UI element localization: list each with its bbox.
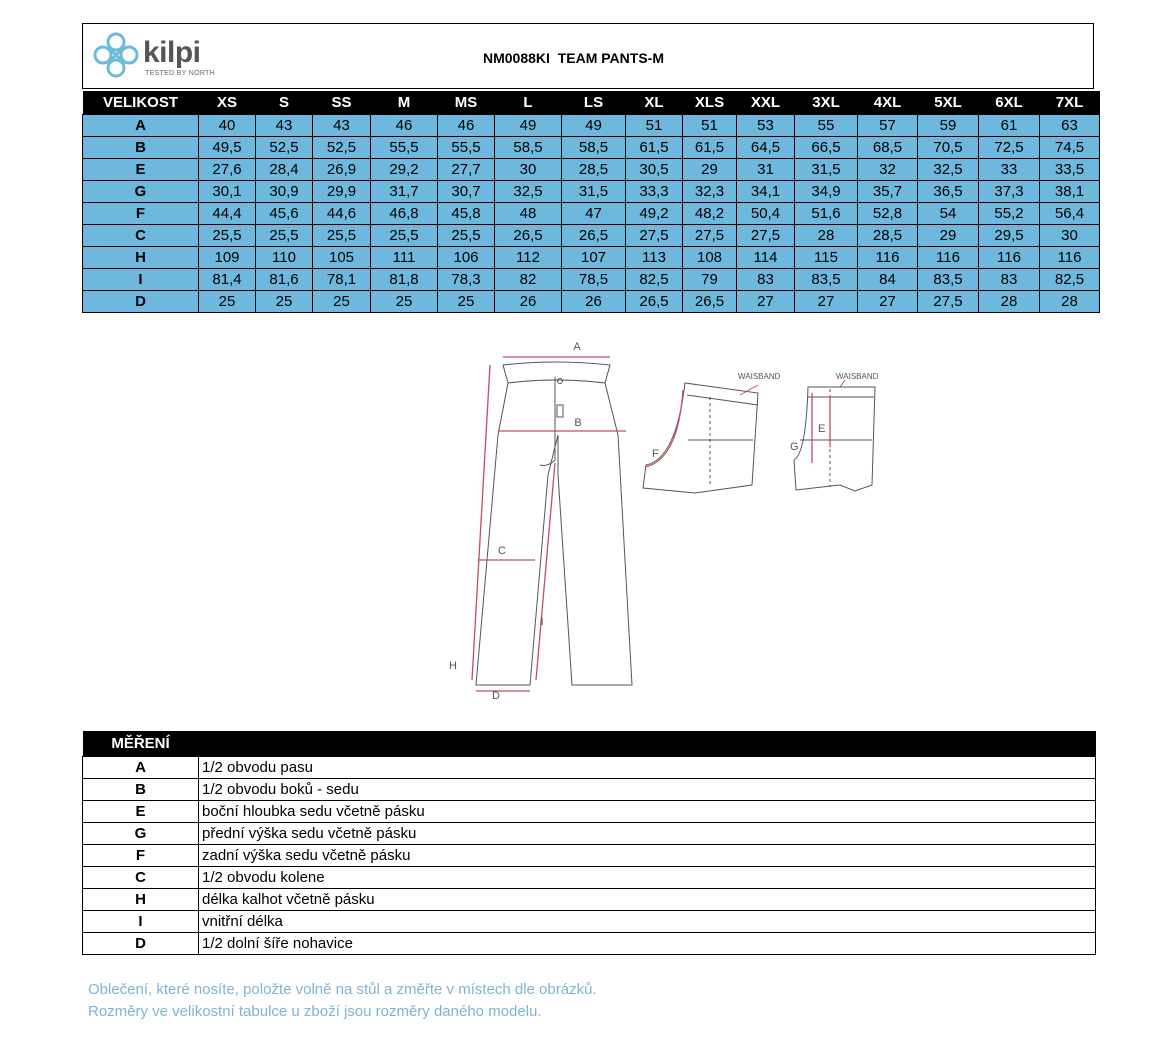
size-cell: 52,5 xyxy=(313,137,371,159)
size-row-label: C xyxy=(83,225,199,247)
size-cell: 48 xyxy=(495,203,562,225)
size-cell: 49 xyxy=(495,115,562,137)
size-cell: 32,5 xyxy=(918,159,979,181)
size-cell: 52,5 xyxy=(256,137,313,159)
size-cell: 32,3 xyxy=(683,181,737,203)
measurement-row xyxy=(83,867,1096,889)
size-col-header: XS xyxy=(199,91,256,115)
size-cell: 82,5 xyxy=(1040,269,1100,291)
size-cell: 68,5 xyxy=(858,137,918,159)
measurement-code: D xyxy=(83,933,199,955)
size-cell: 113 xyxy=(626,247,683,269)
note-line: Oblečení, které nosíte, položte volně na stůl a změřte v místech dle obrázků. xyxy=(88,981,597,998)
size-cell: 78,1 xyxy=(313,269,371,291)
size-col-header: LS xyxy=(562,91,626,115)
measurement-desc: zadní výška sedu včetně pásku xyxy=(199,845,1096,867)
size-cell: 33 xyxy=(979,159,1040,181)
size-cell: 72,5 xyxy=(979,137,1040,159)
measurement-code: E xyxy=(83,801,199,823)
size-cell: 116 xyxy=(1040,247,1100,269)
size-cell: 27,5 xyxy=(737,225,795,247)
pants-outline xyxy=(476,362,632,685)
size-cell: 27,6 xyxy=(199,159,256,181)
measurement-desc: délka kalhot včetně pásku xyxy=(199,889,1096,911)
diagram-label-d: D xyxy=(492,690,500,700)
size-cell: 59 xyxy=(918,115,979,137)
size-cell: 30,7 xyxy=(438,181,495,203)
size-cell: 66,5 xyxy=(795,137,858,159)
back-rise-detail xyxy=(643,372,781,493)
measurement-code: I xyxy=(83,911,199,933)
size-cell: 112 xyxy=(495,247,562,269)
size-cell: 31,7 xyxy=(371,181,438,203)
measurement-row xyxy=(83,845,1096,867)
size-cell: 26,5 xyxy=(562,225,626,247)
size-cell: 30 xyxy=(495,159,562,181)
size-cell: 38,1 xyxy=(1040,181,1100,203)
size-cell: 81,4 xyxy=(199,269,256,291)
size-cell: 50,4 xyxy=(737,203,795,225)
size-row xyxy=(83,225,1100,247)
size-row-label: I xyxy=(83,269,199,291)
size-row xyxy=(83,181,1100,203)
measurement-desc: 1/2 obvodu boků - sedu xyxy=(199,779,1096,801)
size-cell: 74,5 xyxy=(1040,137,1100,159)
size-cell: 52,8 xyxy=(858,203,918,225)
size-cell: 28 xyxy=(979,291,1040,313)
diagram-label-b: B xyxy=(574,417,582,429)
size-table-corner: VELIKOST xyxy=(83,91,199,115)
measurement-row xyxy=(83,757,1096,779)
size-row xyxy=(83,115,1100,137)
waistband-label-2: WAISBAND xyxy=(836,372,879,381)
size-cell: 110 xyxy=(256,247,313,269)
size-cell: 27 xyxy=(858,291,918,313)
measurement-row xyxy=(83,911,1096,933)
size-cell: 82 xyxy=(495,269,562,291)
size-cell: 26,9 xyxy=(313,159,371,181)
size-cell: 28,4 xyxy=(256,159,313,181)
size-table xyxy=(82,91,1100,313)
size-cell: 44,6 xyxy=(313,203,371,225)
size-header-row xyxy=(83,91,1100,115)
diagram-label-i: I xyxy=(540,616,544,628)
measurement-table xyxy=(82,731,1096,955)
size-row xyxy=(83,291,1100,313)
size-cell: 30 xyxy=(1040,225,1100,247)
measurement-header-row xyxy=(83,731,1096,757)
measurement-code: G xyxy=(83,823,199,845)
size-cell: 37,3 xyxy=(979,181,1040,203)
size-cell: 25,5 xyxy=(371,225,438,247)
size-col-header: M xyxy=(371,91,438,115)
size-cell: 83,5 xyxy=(795,269,858,291)
diagram-label-g: G xyxy=(790,441,799,453)
size-cell: 63 xyxy=(1040,115,1100,137)
size-cell: 84 xyxy=(858,269,918,291)
size-cell: 105 xyxy=(313,247,371,269)
pants-diagram xyxy=(440,335,890,700)
size-cell: 43 xyxy=(256,115,313,137)
size-cell: 51,6 xyxy=(795,203,858,225)
size-cell: 25,5 xyxy=(199,225,256,247)
size-cell: 46 xyxy=(438,115,495,137)
size-col-header: 6XL xyxy=(979,91,1040,115)
size-col-header: 4XL xyxy=(858,91,918,115)
size-cell: 25,5 xyxy=(438,225,495,247)
size-cell: 70,5 xyxy=(918,137,979,159)
size-cell: 26,5 xyxy=(683,291,737,313)
size-cell: 25 xyxy=(313,291,371,313)
size-row xyxy=(83,203,1100,225)
size-cell: 78,3 xyxy=(438,269,495,291)
size-cell: 108 xyxy=(683,247,737,269)
size-cell: 83 xyxy=(979,269,1040,291)
size-cell: 55,5 xyxy=(371,137,438,159)
size-cell: 28 xyxy=(795,225,858,247)
size-cell: 47 xyxy=(562,203,626,225)
size-cell: 35,7 xyxy=(858,181,918,203)
measurement-code: A xyxy=(83,757,199,779)
size-cell: 116 xyxy=(918,247,979,269)
size-cell: 78,5 xyxy=(562,269,626,291)
size-cell: 27,5 xyxy=(626,225,683,247)
size-cell: 36,5 xyxy=(918,181,979,203)
size-cell: 106 xyxy=(438,247,495,269)
size-cell: 33,3 xyxy=(626,181,683,203)
size-cell: 49,5 xyxy=(199,137,256,159)
size-cell: 27,5 xyxy=(683,225,737,247)
size-cell: 83,5 xyxy=(918,269,979,291)
note-line: Rozměry ve velikostní tabulce u zboží jsou rozměry daného modelu. xyxy=(88,1003,542,1020)
size-cell: 29,5 xyxy=(979,225,1040,247)
size-cell: 30,5 xyxy=(626,159,683,181)
size-row-label: B xyxy=(83,137,199,159)
size-cell: 45,8 xyxy=(438,203,495,225)
size-cell: 58,5 xyxy=(562,137,626,159)
size-cell: 49,2 xyxy=(626,203,683,225)
measurement-desc: boční hloubka sedu včetně pásku xyxy=(199,801,1096,823)
size-cell: 55 xyxy=(795,115,858,137)
measurement-header: MĚŘENÍ xyxy=(83,731,199,757)
size-cell: 27,7 xyxy=(438,159,495,181)
size-cell: 111 xyxy=(371,247,438,269)
measurement-row xyxy=(83,889,1096,911)
size-cell: 57 xyxy=(858,115,918,137)
size-cell: 25 xyxy=(438,291,495,313)
measurement-desc: přední výška sedu včetně pásku xyxy=(199,823,1096,845)
side-rise-detail xyxy=(790,372,879,491)
size-cell: 26 xyxy=(562,291,626,313)
size-cell: 27,5 xyxy=(918,291,979,313)
measurement-code: H xyxy=(83,889,199,911)
size-cell: 79 xyxy=(683,269,737,291)
size-cell: 34,9 xyxy=(795,181,858,203)
size-cell: 51 xyxy=(626,115,683,137)
waistband-label-1: WAISBAND xyxy=(738,372,781,381)
size-cell: 61 xyxy=(979,115,1040,137)
size-cell: 28 xyxy=(1040,291,1100,313)
size-col-header: S xyxy=(256,91,313,115)
size-cell: 83 xyxy=(737,269,795,291)
size-col-header: XLS xyxy=(683,91,737,115)
size-cell: 43 xyxy=(313,115,371,137)
brand-tagline: TESTED BY NORTH xyxy=(145,70,215,77)
size-cell: 28,5 xyxy=(562,159,626,181)
size-row-label: A xyxy=(83,115,199,137)
size-cell: 25 xyxy=(256,291,313,313)
size-row-label: E xyxy=(83,159,199,181)
size-col-header: XL xyxy=(626,91,683,115)
measurement-desc: 1/2 obvodu kolene xyxy=(199,867,1096,889)
size-row-label: H xyxy=(83,247,199,269)
header-box xyxy=(82,23,1094,89)
size-row-label: G xyxy=(83,181,199,203)
page-title: NM0088KI TEAM PANTS-M xyxy=(483,50,664,66)
size-cell: 27 xyxy=(795,291,858,313)
size-cell: 25 xyxy=(199,291,256,313)
size-cell: 49 xyxy=(562,115,626,137)
size-cell: 58,5 xyxy=(495,137,562,159)
size-col-header: 3XL xyxy=(795,91,858,115)
size-cell: 55,5 xyxy=(438,137,495,159)
size-cell: 31,5 xyxy=(795,159,858,181)
size-cell: 56,4 xyxy=(1040,203,1100,225)
measurement-code: B xyxy=(83,779,199,801)
size-col-header: XXL xyxy=(737,91,795,115)
size-row-label: F xyxy=(83,203,199,225)
size-cell: 27 xyxy=(737,291,795,313)
size-cell: 34,1 xyxy=(737,181,795,203)
measurement-row xyxy=(83,933,1096,955)
size-cell: 54 xyxy=(918,203,979,225)
size-cell: 46,8 xyxy=(371,203,438,225)
size-cell: 107 xyxy=(562,247,626,269)
size-cell: 32 xyxy=(858,159,918,181)
measurement-row xyxy=(83,823,1096,845)
size-cell: 25,5 xyxy=(313,225,371,247)
size-cell: 45,6 xyxy=(256,203,313,225)
diagram-label-c: C xyxy=(498,545,506,557)
size-row-label: D xyxy=(83,291,199,313)
measurement-row xyxy=(83,779,1096,801)
size-cell: 28,5 xyxy=(858,225,918,247)
size-cell: 30,9 xyxy=(256,181,313,203)
size-cell: 31 xyxy=(737,159,795,181)
diagram-label-a: A xyxy=(573,341,581,353)
size-cell: 25 xyxy=(371,291,438,313)
size-cell: 31,5 xyxy=(562,181,626,203)
diagram-label-h: H xyxy=(449,660,457,672)
size-cell: 44,4 xyxy=(199,203,256,225)
size-cell: 30,1 xyxy=(199,181,256,203)
size-cell: 61,5 xyxy=(683,137,737,159)
size-cell: 81,8 xyxy=(371,269,438,291)
diagram-label-e: E xyxy=(818,423,826,435)
measurement-header-blank xyxy=(199,731,1096,757)
size-cell: 61,5 xyxy=(626,137,683,159)
size-col-header: SS xyxy=(313,91,371,115)
size-cell: 25,5 xyxy=(256,225,313,247)
size-cell: 29,9 xyxy=(313,181,371,203)
notes xyxy=(88,979,597,1023)
size-cell: 29 xyxy=(683,159,737,181)
size-col-header: 5XL xyxy=(918,91,979,115)
size-row xyxy=(83,269,1100,291)
measurement-row xyxy=(83,801,1096,823)
size-cell: 32,5 xyxy=(495,181,562,203)
measurement-desc: 1/2 dolní šíře nohavice xyxy=(199,933,1096,955)
measure-lines xyxy=(472,357,626,691)
size-cell: 48,2 xyxy=(683,203,737,225)
size-cell: 116 xyxy=(858,247,918,269)
size-cell: 53 xyxy=(737,115,795,137)
measurement-code: F xyxy=(83,845,199,867)
size-cell: 33,5 xyxy=(1040,159,1100,181)
size-cell: 26,5 xyxy=(495,225,562,247)
kilpi-logo xyxy=(91,30,221,80)
measurement-desc: 1/2 obvodu pasu xyxy=(199,757,1096,779)
size-col-header: 7XL xyxy=(1040,91,1100,115)
brand-name: kilpi xyxy=(143,36,201,69)
size-cell: 82,5 xyxy=(626,269,683,291)
size-cell: 114 xyxy=(737,247,795,269)
size-cell: 64,5 xyxy=(737,137,795,159)
knot-icon xyxy=(91,30,141,80)
size-cell: 29 xyxy=(918,225,979,247)
size-col-header: L xyxy=(495,91,562,115)
size-cell: 81,6 xyxy=(256,269,313,291)
size-cell: 40 xyxy=(199,115,256,137)
size-cell: 55,2 xyxy=(979,203,1040,225)
size-cell: 26,5 xyxy=(626,291,683,313)
size-row xyxy=(83,247,1100,269)
diagram-label-f: F xyxy=(652,448,659,460)
size-row xyxy=(83,159,1100,181)
size-cell: 116 xyxy=(979,247,1040,269)
size-cell: 115 xyxy=(795,247,858,269)
size-cell: 46 xyxy=(371,115,438,137)
size-col-header: MS xyxy=(438,91,495,115)
size-cell: 29,2 xyxy=(371,159,438,181)
size-cell: 26 xyxy=(495,291,562,313)
measurement-desc: vnitřní délka xyxy=(199,911,1096,933)
size-row xyxy=(83,137,1100,159)
size-cell: 51 xyxy=(683,115,737,137)
measurement-code: C xyxy=(83,867,199,889)
size-cell: 109 xyxy=(199,247,256,269)
